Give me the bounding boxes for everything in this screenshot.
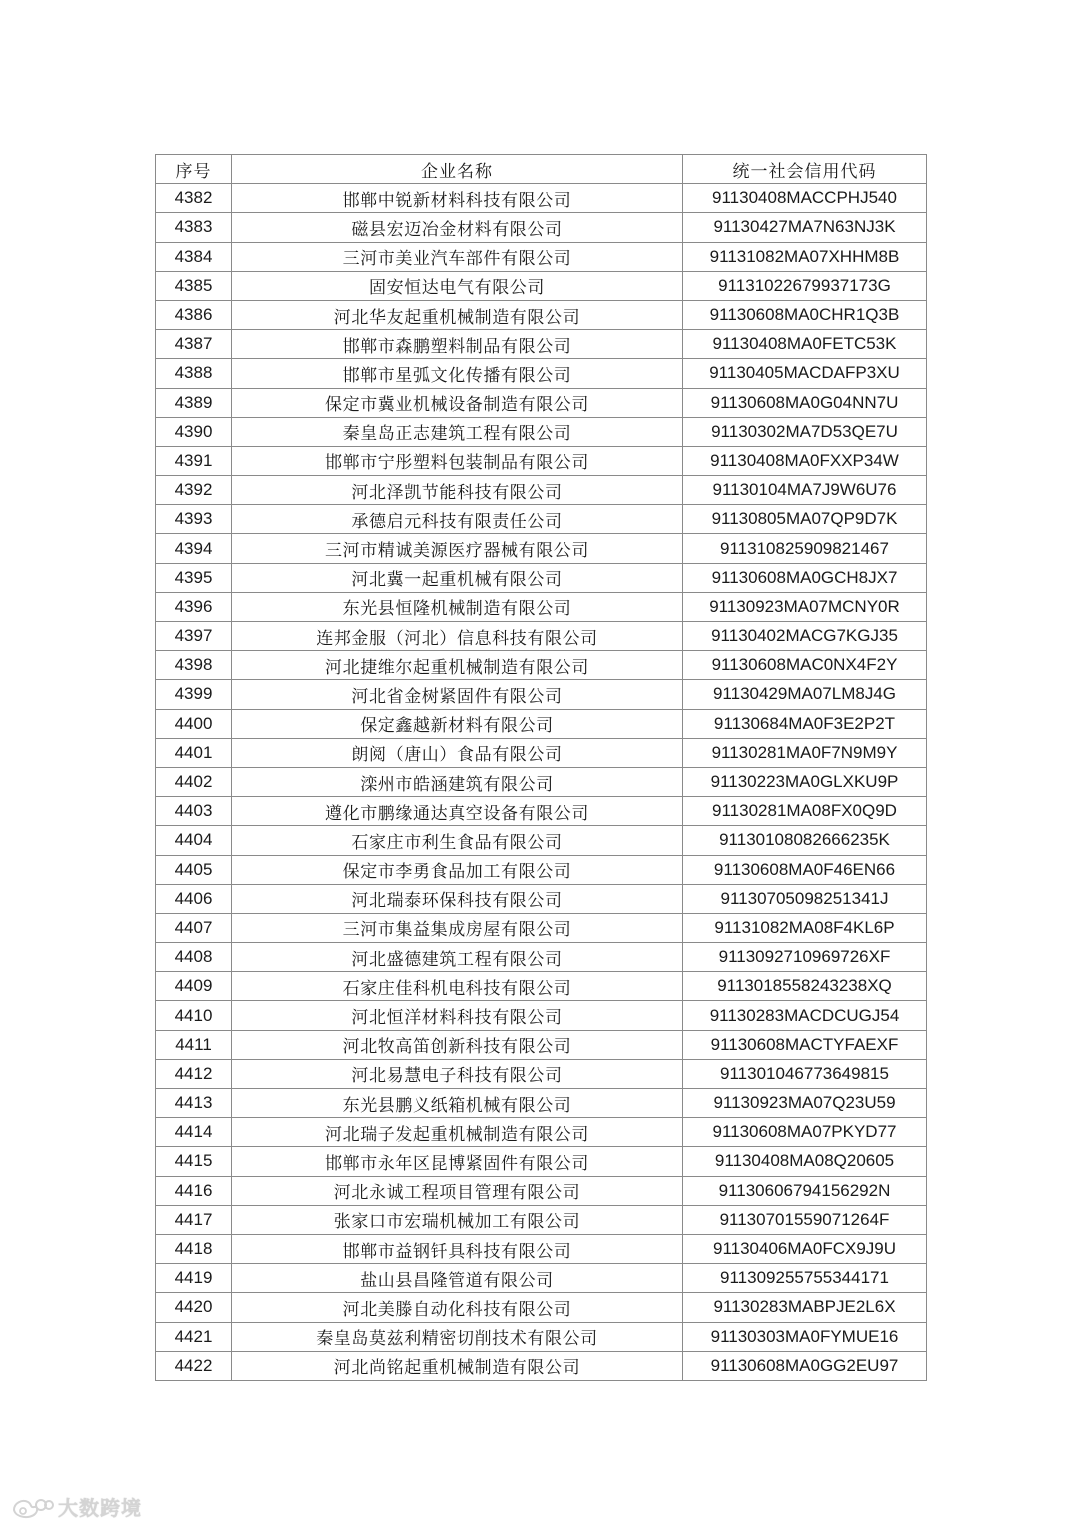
row-seq: 4387 [156, 330, 232, 359]
table-row [156, 972, 927, 1001]
row-seq: 4382 [156, 184, 232, 213]
row-credit-code: 91130303MA0FYMUE16 [683, 1322, 927, 1351]
row-company-name: 连邦金服（河北）信息科技有限公司 [232, 622, 683, 651]
table-row [156, 184, 927, 213]
row-seq: 4420 [156, 1293, 232, 1322]
row-credit-code: 91130283MABPJE2L6X [683, 1293, 927, 1322]
row-credit-code: 91131082MA08F4KL6P [683, 913, 927, 942]
table-row [156, 1264, 927, 1293]
row-company-name: 东光县鹏义纸箱机械有限公司 [232, 1089, 683, 1118]
table-row [156, 213, 927, 242]
row-credit-code: 91130606794156292N [683, 1176, 927, 1205]
row-seq: 4385 [156, 271, 232, 300]
row-seq: 4416 [156, 1176, 232, 1205]
row-company-name: 磁县宏迈冶金材料有限公司 [232, 213, 683, 242]
row-seq: 4394 [156, 534, 232, 563]
row-credit-code: 9113010808266623​5K [683, 826, 927, 855]
row-credit-code: 91131082590982146​7 [683, 534, 927, 563]
row-seq: 4403 [156, 797, 232, 826]
row-credit-code: 91130608MACTYFAEXF [683, 1030, 927, 1059]
row-credit-code: 91130406MA0FCX9J9U [683, 1234, 927, 1263]
row-company-name: 保定市李勇食品加工有限公司 [232, 855, 683, 884]
company-table [155, 154, 927, 1381]
table-row [156, 1030, 927, 1059]
row-seq: 4391 [156, 446, 232, 475]
table-row [156, 797, 927, 826]
table-header [156, 155, 927, 184]
table-row [156, 767, 927, 796]
row-seq: 4388 [156, 359, 232, 388]
table-row [156, 884, 927, 913]
table-row [156, 1234, 927, 1263]
row-company-name: 滦州市皓涵建筑有限公司 [232, 767, 683, 796]
row-company-name: 河北泽凯节能科技有限公司 [232, 476, 683, 505]
table-row [156, 709, 927, 738]
row-credit-code: 91130608MA0CHR1Q3B [683, 300, 927, 329]
row-seq: 4395 [156, 563, 232, 592]
table-row [156, 1322, 927, 1351]
table-row [156, 738, 927, 767]
table-row [156, 1176, 927, 1205]
row-credit-code: 91130427MA7N63NJ3K [683, 213, 927, 242]
row-seq: 4399 [156, 680, 232, 709]
row-credit-code: 91130608MA0GCH8JX7 [683, 563, 927, 592]
row-company-name: 三河市精诚美源医疗器械有限公司 [232, 534, 683, 563]
row-credit-code: 91130405MACDAFP3XU [683, 359, 927, 388]
table-row [156, 1147, 927, 1176]
header-row [156, 155, 927, 184]
row-seq: 4408 [156, 943, 232, 972]
row-company-name: 邯郸市森鹏塑料制品有限公司 [232, 330, 683, 359]
row-seq: 4422 [156, 1351, 232, 1380]
row-seq: 4404 [156, 826, 232, 855]
row-credit-code: 91130281MA0F7N9M9Y [683, 738, 927, 767]
row-credit-code: 9113018558243238XQ [683, 972, 927, 1001]
row-credit-code: 91130408MACCPHJ540 [683, 184, 927, 213]
row-company-name: 河北永诚工程项目管理有限公司 [232, 1176, 683, 1205]
table-row [156, 622, 927, 651]
table-row [156, 359, 927, 388]
row-credit-code: 91130104MA7J9W6U76 [683, 476, 927, 505]
row-company-name: 秦皇岛正志建筑工程有限公司 [232, 417, 683, 446]
row-company-name: 承德启元科技有限责任公司 [232, 505, 683, 534]
table-row [156, 1205, 927, 1234]
row-company-name: 盐山县昌隆管道有限公司 [232, 1264, 683, 1293]
table-row [156, 1001, 927, 1030]
row-company-name: 固安恒达电气有限公司 [232, 271, 683, 300]
row-seq: 4401 [156, 738, 232, 767]
row-seq: 4402 [156, 767, 232, 796]
header-credit-code: 统一社会信用代码 [683, 155, 927, 184]
row-company-name: 河北牧高笛创新科技有限公司 [232, 1030, 683, 1059]
row-company-name: 石家庄佳科机电科技有限公司 [232, 972, 683, 1001]
table-row [156, 330, 927, 359]
row-credit-code: 91130608MA0G04NN7U [683, 388, 927, 417]
row-seq: 4398 [156, 651, 232, 680]
row-credit-code: 911301046773649815 [683, 1059, 927, 1088]
row-credit-code: 91130429MA07LM8J4G [683, 680, 927, 709]
table-row [156, 826, 927, 855]
row-credit-code: 911309255755344171 [683, 1264, 927, 1293]
row-seq: 4412 [156, 1059, 232, 1088]
row-seq: 4414 [156, 1118, 232, 1147]
row-seq: 4407 [156, 913, 232, 942]
row-seq: 4406 [156, 884, 232, 913]
row-credit-code: 91130302MA7D53QE7U [683, 417, 927, 446]
row-seq: 4405 [156, 855, 232, 884]
table-row [156, 271, 927, 300]
row-seq: 4392 [156, 476, 232, 505]
row-credit-code: 91130608MA0GG2EU97 [683, 1351, 927, 1380]
row-company-name: 邯郸市永年区昆博紧固件有限公司 [232, 1147, 683, 1176]
row-company-name: 保定鑫越新材料有限公司 [232, 709, 683, 738]
row-seq: 4383 [156, 213, 232, 242]
row-seq: 4390 [156, 417, 232, 446]
row-credit-code: 91131082MA07XHHM8B [683, 242, 927, 271]
table-body [156, 184, 927, 1381]
table-row [156, 1118, 927, 1147]
row-company-name: 东光县恒隆机械制造有限公司 [232, 592, 683, 621]
table-row [156, 417, 927, 446]
row-seq: 4415 [156, 1147, 232, 1176]
row-company-name: 河北省金树紧固件有限公司 [232, 680, 683, 709]
row-credit-code: 91131022679937173G [683, 271, 927, 300]
table-row [156, 476, 927, 505]
row-company-name: 河北瑞子发起重机械制造有限公司 [232, 1118, 683, 1147]
row-credit-code: 91130283MACDCUGJ54 [683, 1001, 927, 1030]
table-row [156, 300, 927, 329]
row-company-name: 遵化市鹏缘通达真空设备有限公司 [232, 797, 683, 826]
table-row [156, 651, 927, 680]
table-row [156, 1293, 927, 1322]
row-credit-code: 91130923MA07Q23U59 [683, 1089, 927, 1118]
row-company-name: 保定市冀业机械设备制造有限公司 [232, 388, 683, 417]
row-seq: 4389 [156, 388, 232, 417]
table-row [156, 855, 927, 884]
table-row [156, 1089, 927, 1118]
row-seq: 4419 [156, 1264, 232, 1293]
row-credit-code: 9113092710969726XF [683, 943, 927, 972]
row-seq: 4400 [156, 709, 232, 738]
row-credit-code: 91130923MA07MCNY0R [683, 592, 927, 621]
row-company-name: 三河市集益集成房屋有限公司 [232, 913, 683, 942]
header-company-name: 企业名称 [232, 155, 683, 184]
row-credit-code: 91130608MA07PKYD77 [683, 1118, 927, 1147]
weibo-logo-icon [8, 1494, 54, 1520]
row-company-name: 河北恒洋材料科技有限公司 [232, 1001, 683, 1030]
row-company-name: 河北冀一起重机械有限公司 [232, 563, 683, 592]
row-company-name: 朗阅（唐山）食品有限公司 [232, 738, 683, 767]
table-row [156, 388, 927, 417]
table-row [156, 943, 927, 972]
row-credit-code: 91130281MA08FX0Q9D [683, 797, 927, 826]
watermark [8, 1492, 142, 1521]
header-seq: 序号 [156, 155, 232, 184]
row-credit-code: 91130402MACG7KGJ35 [683, 622, 927, 651]
row-seq: 4417 [156, 1205, 232, 1234]
table-row [156, 913, 927, 942]
row-seq: 4386 [156, 300, 232, 329]
row-company-name: 邯郸市宁彤塑料包装制品有限公司 [232, 446, 683, 475]
row-company-name: 河北盛德建筑工程有限公司 [232, 943, 683, 972]
row-credit-code: 9113070509825134​1J [683, 884, 927, 913]
row-credit-code: 91130408MA08Q20605 [683, 1147, 927, 1176]
row-seq: 4410 [156, 1001, 232, 1030]
row-company-name: 邯郸市益钢钎具科技有限公司 [232, 1234, 683, 1263]
row-seq: 4384 [156, 242, 232, 271]
row-company-name: 石家庄市利生食品有限公司 [232, 826, 683, 855]
table-row [156, 563, 927, 592]
row-credit-code: 91130608MAC0NX4F2Y [683, 651, 927, 680]
row-seq: 4397 [156, 622, 232, 651]
row-company-name: 河北捷维尔起重机械制造有限公司 [232, 651, 683, 680]
row-company-name: 河北华友起重机械制造有限公司 [232, 300, 683, 329]
table-row [156, 592, 927, 621]
table-row [156, 242, 927, 271]
row-credit-code: 91130805MA07QP9D7K [683, 505, 927, 534]
row-company-name: 三河市美业汽车部件有限公司 [232, 242, 683, 271]
row-seq: 4418 [156, 1234, 232, 1263]
row-company-name: 河北美滕自动化科技有限公司 [232, 1293, 683, 1322]
row-credit-code: 91130701559071264F [683, 1205, 927, 1234]
row-company-name: 河北易慧电子科技有限公司 [232, 1059, 683, 1088]
row-credit-code: 91130223MA0GLXKU9P [683, 767, 927, 796]
row-credit-code: 91130684MA0F3E2P2T [683, 709, 927, 738]
row-seq: 4409 [156, 972, 232, 1001]
row-company-name: 邯郸中锐新材料科技有限公司 [232, 184, 683, 213]
table-row [156, 1059, 927, 1088]
table-row [156, 505, 927, 534]
row-seq: 4396 [156, 592, 232, 621]
row-credit-code: 91130408MA0FETC53K [683, 330, 927, 359]
row-company-name: 秦皇岛莫兹利精密切削技术有限公司 [232, 1322, 683, 1351]
row-seq: 4393 [156, 505, 232, 534]
table-row [156, 446, 927, 475]
row-credit-code: 91130608MA0F46EN66 [683, 855, 927, 884]
watermark-text: 大数跨境 [58, 1496, 142, 1520]
row-seq: 4413 [156, 1089, 232, 1118]
row-company-name: 河北尚铭起重机械制造有限公司 [232, 1351, 683, 1380]
table-row [156, 534, 927, 563]
row-credit-code: 91130408MA0FXXP34W [683, 446, 927, 475]
row-seq: 4411 [156, 1030, 232, 1059]
row-company-name: 张家口市宏瑞机械加工有限公司 [232, 1205, 683, 1234]
table-row [156, 1351, 927, 1380]
row-company-name: 河北瑞泰环保科技有限公司 [232, 884, 683, 913]
row-seq: 4421 [156, 1322, 232, 1351]
table-row [156, 680, 927, 709]
row-company-name: 邯郸市星弧文化传播有限公司 [232, 359, 683, 388]
